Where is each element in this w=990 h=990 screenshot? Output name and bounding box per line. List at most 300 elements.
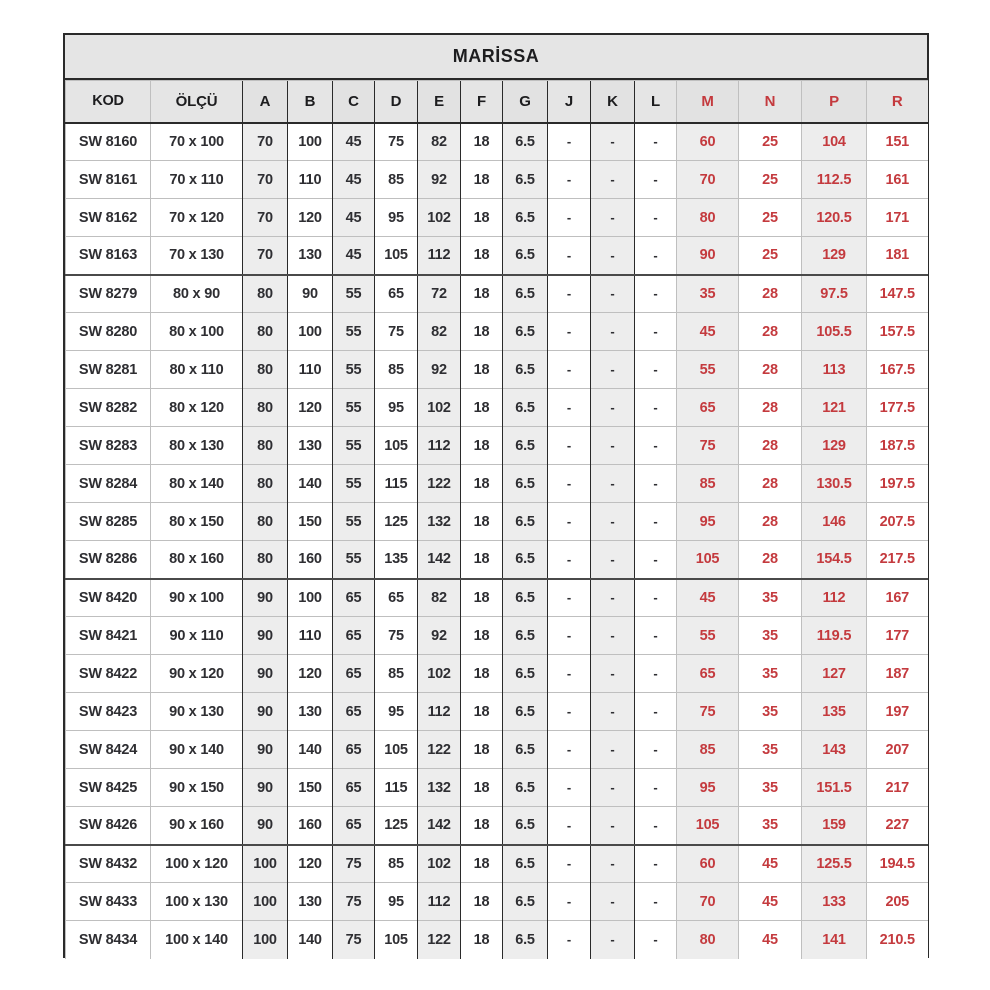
table-cell: - bbox=[548, 921, 591, 959]
table-cell: - bbox=[591, 503, 635, 541]
header-row bbox=[66, 81, 928, 123]
table-cell: 28 bbox=[739, 351, 802, 389]
table-cell: - bbox=[635, 389, 677, 427]
table-cell: SW 8282 bbox=[66, 389, 151, 427]
table-cell: 70 x 120 bbox=[151, 199, 243, 237]
table-cell: - bbox=[591, 693, 635, 731]
table-cell: SW 8422 bbox=[66, 655, 151, 693]
table-cell: 65 bbox=[333, 807, 375, 845]
table-cell: 80 bbox=[677, 921, 739, 959]
column-header-kod: KOD bbox=[66, 81, 151, 123]
table-cell: - bbox=[548, 275, 591, 313]
table-cell: 45 bbox=[333, 123, 375, 161]
table-cell: 70 bbox=[677, 161, 739, 199]
table-cell: 113 bbox=[802, 351, 867, 389]
table-cell: 45 bbox=[333, 237, 375, 275]
table-row bbox=[66, 465, 928, 503]
table-cell: 75 bbox=[333, 921, 375, 959]
table-cell: - bbox=[548, 465, 591, 503]
table-cell: 18 bbox=[461, 123, 503, 161]
table-cell: SW 8283 bbox=[66, 427, 151, 465]
table-cell: 171 bbox=[867, 199, 928, 237]
table-row bbox=[66, 807, 928, 845]
table-cell: - bbox=[591, 807, 635, 845]
table-cell: - bbox=[548, 123, 591, 161]
table-cell: - bbox=[548, 313, 591, 351]
table-cell: 187 bbox=[867, 655, 928, 693]
table-cell: 28 bbox=[739, 313, 802, 351]
table-row bbox=[66, 427, 928, 465]
table-cell: 105 bbox=[677, 541, 739, 579]
table-cell: 6.5 bbox=[503, 503, 548, 541]
table-cell: - bbox=[591, 389, 635, 427]
table-cell: 65 bbox=[333, 579, 375, 617]
table-cell: SW 8161 bbox=[66, 161, 151, 199]
table-cell: 80 bbox=[243, 351, 288, 389]
table-cell: 85 bbox=[375, 161, 418, 199]
table-cell: 70 x 110 bbox=[151, 161, 243, 199]
table-cell: - bbox=[635, 693, 677, 731]
table-cell: - bbox=[548, 845, 591, 883]
column-header-d: D bbox=[375, 81, 418, 123]
table-cell: 70 bbox=[243, 237, 288, 275]
table-cell: SW 8426 bbox=[66, 807, 151, 845]
table-cell: 105 bbox=[375, 731, 418, 769]
table-cell: 112 bbox=[418, 693, 461, 731]
table-cell: SW 8423 bbox=[66, 693, 151, 731]
table-cell: 80 x 110 bbox=[151, 351, 243, 389]
table-cell: 18 bbox=[461, 161, 503, 199]
table-cell: 160 bbox=[288, 807, 333, 845]
table-cell: 65 bbox=[375, 579, 418, 617]
table-cell: 65 bbox=[677, 389, 739, 427]
table-cell: 80 bbox=[243, 541, 288, 579]
table-cell: - bbox=[591, 465, 635, 503]
table-cell: 75 bbox=[677, 427, 739, 465]
table-cell: 100 x 140 bbox=[151, 921, 243, 959]
table-cell: 80 x 150 bbox=[151, 503, 243, 541]
table-cell: SW 8425 bbox=[66, 769, 151, 807]
table-cell: 115 bbox=[375, 465, 418, 503]
table-cell: - bbox=[548, 693, 591, 731]
table-cell: 125 bbox=[375, 503, 418, 541]
table-cell: 18 bbox=[461, 465, 503, 503]
table-row bbox=[66, 883, 928, 921]
table-cell: 100 bbox=[288, 123, 333, 161]
table-cell: - bbox=[591, 845, 635, 883]
table-row bbox=[66, 541, 928, 579]
table-cell: 85 bbox=[677, 731, 739, 769]
table-cell: 150 bbox=[288, 769, 333, 807]
table-cell: 119.5 bbox=[802, 617, 867, 655]
table-cell: - bbox=[635, 769, 677, 807]
dimension-table bbox=[65, 80, 928, 959]
table-cell: 65 bbox=[677, 655, 739, 693]
column-header-b: B bbox=[288, 81, 333, 123]
table-cell: SW 8434 bbox=[66, 921, 151, 959]
table-cell: - bbox=[591, 427, 635, 465]
table-cell: 35 bbox=[739, 769, 802, 807]
table-cell: 75 bbox=[333, 883, 375, 921]
table-cell: 97.5 bbox=[802, 275, 867, 313]
table-cell: 18 bbox=[461, 731, 503, 769]
table-row bbox=[66, 313, 928, 351]
table-row bbox=[66, 503, 928, 541]
table-cell: 150 bbox=[288, 503, 333, 541]
table-cell: 65 bbox=[333, 655, 375, 693]
table-cell: 102 bbox=[418, 199, 461, 237]
table-cell: SW 8286 bbox=[66, 541, 151, 579]
table-cell: - bbox=[635, 541, 677, 579]
table-cell: 95 bbox=[375, 693, 418, 731]
table-cell: - bbox=[591, 921, 635, 959]
table-cell: 35 bbox=[739, 617, 802, 655]
table-cell: 70 x 130 bbox=[151, 237, 243, 275]
table-cell: 92 bbox=[418, 617, 461, 655]
table-cell: 90 x 120 bbox=[151, 655, 243, 693]
table-cell: 90 x 100 bbox=[151, 579, 243, 617]
table-cell: 177.5 bbox=[867, 389, 928, 427]
table-cell: 177 bbox=[867, 617, 928, 655]
column-header-c: C bbox=[333, 81, 375, 123]
table-cell: 55 bbox=[333, 541, 375, 579]
table-cell: - bbox=[635, 313, 677, 351]
table-cell: 28 bbox=[739, 465, 802, 503]
table-cell: 70 bbox=[243, 199, 288, 237]
table-cell: 60 bbox=[677, 845, 739, 883]
table-cell: 133 bbox=[802, 883, 867, 921]
table-cell: 65 bbox=[333, 731, 375, 769]
table-cell: 130.5 bbox=[802, 465, 867, 503]
table-cell: 90 bbox=[288, 275, 333, 313]
table-cell: 45 bbox=[677, 313, 739, 351]
table-row bbox=[66, 655, 928, 693]
table-cell: 167 bbox=[867, 579, 928, 617]
table-cell: 129 bbox=[802, 427, 867, 465]
table-cell: - bbox=[548, 389, 591, 427]
table-cell: 90 bbox=[243, 769, 288, 807]
table-cell: 55 bbox=[333, 465, 375, 503]
table-cell: 18 bbox=[461, 541, 503, 579]
table-cell: 85 bbox=[677, 465, 739, 503]
table-cell: 6.5 bbox=[503, 921, 548, 959]
table-cell: 35 bbox=[739, 731, 802, 769]
table-cell: 159 bbox=[802, 807, 867, 845]
table-cell: 75 bbox=[677, 693, 739, 731]
table-row bbox=[66, 579, 928, 617]
table-cell: 55 bbox=[333, 313, 375, 351]
table-cell: 122 bbox=[418, 465, 461, 503]
table-cell: 6.5 bbox=[503, 123, 548, 161]
table-cell: 100 bbox=[288, 313, 333, 351]
table-cell: - bbox=[635, 921, 677, 959]
table-cell: SW 8284 bbox=[66, 465, 151, 503]
table-cell: 65 bbox=[333, 617, 375, 655]
table-cell: 115 bbox=[375, 769, 418, 807]
table-cell: 90 bbox=[243, 579, 288, 617]
column-header-l: L bbox=[635, 81, 677, 123]
table-cell: - bbox=[635, 275, 677, 313]
table-cell: 6.5 bbox=[503, 275, 548, 313]
table-cell: SW 8424 bbox=[66, 731, 151, 769]
table-cell: - bbox=[591, 123, 635, 161]
table-cell: 210.5 bbox=[867, 921, 928, 959]
table-cell: 112.5 bbox=[802, 161, 867, 199]
column-header-n: N bbox=[739, 81, 802, 123]
column-header-r: R bbox=[867, 81, 928, 123]
table-cell: 142 bbox=[418, 807, 461, 845]
table-cell: 100 x 120 bbox=[151, 845, 243, 883]
table-cell: - bbox=[591, 237, 635, 275]
table-row bbox=[66, 731, 928, 769]
column-header-m: M bbox=[677, 81, 739, 123]
table-header bbox=[66, 81, 928, 123]
table-cell: 55 bbox=[333, 275, 375, 313]
table-cell: 100 bbox=[243, 845, 288, 883]
table-cell: 45 bbox=[333, 161, 375, 199]
table-cell: SW 8433 bbox=[66, 883, 151, 921]
table-cell: 45 bbox=[739, 921, 802, 959]
table-cell: 80 x 120 bbox=[151, 389, 243, 427]
table-cell: - bbox=[635, 655, 677, 693]
table-cell: - bbox=[548, 199, 591, 237]
table-cell: 55 bbox=[677, 617, 739, 655]
table-cell: 105 bbox=[375, 237, 418, 275]
table-cell: 132 bbox=[418, 769, 461, 807]
table-cell: - bbox=[548, 769, 591, 807]
table-cell: 85 bbox=[375, 655, 418, 693]
table-cell: 95 bbox=[375, 883, 418, 921]
table-cell: 25 bbox=[739, 123, 802, 161]
table-cell: 18 bbox=[461, 845, 503, 883]
table-cell: - bbox=[635, 617, 677, 655]
table-cell: 18 bbox=[461, 237, 503, 275]
table-cell: 25 bbox=[739, 161, 802, 199]
table-cell: 35 bbox=[677, 275, 739, 313]
table-title: MARİSSA bbox=[65, 35, 927, 80]
table-cell: 35 bbox=[739, 693, 802, 731]
table-cell: 122 bbox=[418, 731, 461, 769]
table-cell: 120 bbox=[288, 199, 333, 237]
table-row bbox=[66, 845, 928, 883]
table-cell: 18 bbox=[461, 427, 503, 465]
table-cell: 151 bbox=[867, 123, 928, 161]
table-cell: 205 bbox=[867, 883, 928, 921]
table-cell: - bbox=[635, 845, 677, 883]
table-cell: - bbox=[635, 351, 677, 389]
table-row bbox=[66, 199, 928, 237]
column-header-a: A bbox=[243, 81, 288, 123]
table-cell: 80 x 90 bbox=[151, 275, 243, 313]
table-cell: 95 bbox=[677, 503, 739, 541]
table-cell: - bbox=[635, 503, 677, 541]
table-cell: 18 bbox=[461, 693, 503, 731]
table-cell: 65 bbox=[333, 693, 375, 731]
table-cell: 18 bbox=[461, 769, 503, 807]
table-cell: 140 bbox=[288, 731, 333, 769]
table-cell: - bbox=[591, 769, 635, 807]
table-row bbox=[66, 389, 928, 427]
table-body bbox=[66, 123, 928, 959]
table-cell: SW 8432 bbox=[66, 845, 151, 883]
table-cell: 82 bbox=[418, 123, 461, 161]
table-cell: 161 bbox=[867, 161, 928, 199]
table-cell: SW 8420 bbox=[66, 579, 151, 617]
table-cell: 45 bbox=[739, 845, 802, 883]
table-cell: 6.5 bbox=[503, 883, 548, 921]
table-row bbox=[66, 921, 928, 959]
table-cell: - bbox=[635, 161, 677, 199]
table-cell: 80 x 100 bbox=[151, 313, 243, 351]
table-cell: 181 bbox=[867, 237, 928, 275]
table-cell: 18 bbox=[461, 807, 503, 845]
table-cell: 28 bbox=[739, 503, 802, 541]
table-cell: 6.5 bbox=[503, 199, 548, 237]
table-cell: - bbox=[591, 731, 635, 769]
table-cell: - bbox=[548, 883, 591, 921]
table-cell: SW 8160 bbox=[66, 123, 151, 161]
table-cell: 6.5 bbox=[503, 313, 548, 351]
table-cell: 102 bbox=[418, 655, 461, 693]
table-cell: 100 bbox=[243, 921, 288, 959]
table-cell: 160 bbox=[288, 541, 333, 579]
table-cell: 28 bbox=[739, 427, 802, 465]
column-header-k: K bbox=[591, 81, 635, 123]
table-cell: 132 bbox=[418, 503, 461, 541]
table-cell: 6.5 bbox=[503, 161, 548, 199]
table-cell: 100 bbox=[243, 883, 288, 921]
table-cell: 110 bbox=[288, 351, 333, 389]
table-cell: 197 bbox=[867, 693, 928, 731]
table-cell: 122 bbox=[418, 921, 461, 959]
table-cell: 90 bbox=[243, 693, 288, 731]
table-cell: 18 bbox=[461, 655, 503, 693]
table-cell: 85 bbox=[375, 351, 418, 389]
table-cell: 151.5 bbox=[802, 769, 867, 807]
column-header-f: F bbox=[461, 81, 503, 123]
table-cell: 90 x 110 bbox=[151, 617, 243, 655]
table-cell: - bbox=[548, 731, 591, 769]
table-cell: 90 bbox=[677, 237, 739, 275]
table-cell: 82 bbox=[418, 579, 461, 617]
table-cell: - bbox=[591, 655, 635, 693]
table-cell: - bbox=[548, 617, 591, 655]
table-cell: - bbox=[635, 883, 677, 921]
table-cell: 154.5 bbox=[802, 541, 867, 579]
table-cell: 6.5 bbox=[503, 579, 548, 617]
table-cell: - bbox=[548, 579, 591, 617]
table-cell: - bbox=[548, 427, 591, 465]
table-cell: 45 bbox=[739, 883, 802, 921]
table-cell: 18 bbox=[461, 389, 503, 427]
table-cell: 6.5 bbox=[503, 237, 548, 275]
table-cell: 110 bbox=[288, 161, 333, 199]
table-cell: 157.5 bbox=[867, 313, 928, 351]
table-cell: - bbox=[591, 313, 635, 351]
table-cell: 127 bbox=[802, 655, 867, 693]
table-cell: 120.5 bbox=[802, 199, 867, 237]
table-cell: 55 bbox=[333, 389, 375, 427]
table-cell: 45 bbox=[333, 199, 375, 237]
table-cell: 28 bbox=[739, 541, 802, 579]
table-cell: 100 x 130 bbox=[151, 883, 243, 921]
table-cell: 90 bbox=[243, 807, 288, 845]
table-cell: 92 bbox=[418, 161, 461, 199]
table-cell: 6.5 bbox=[503, 351, 548, 389]
table-cell: 18 bbox=[461, 275, 503, 313]
table-cell: - bbox=[548, 541, 591, 579]
table-cell: 6.5 bbox=[503, 617, 548, 655]
table-row bbox=[66, 123, 928, 161]
table-cell: 18 bbox=[461, 617, 503, 655]
table-cell: 95 bbox=[677, 769, 739, 807]
table-cell: 90 x 160 bbox=[151, 807, 243, 845]
column-header-e: E bbox=[418, 81, 461, 123]
table-cell: 80 bbox=[677, 199, 739, 237]
product-dimension-table bbox=[63, 33, 929, 958]
column-header-ölçü: ÖLÇÜ bbox=[151, 81, 243, 123]
table-cell: 95 bbox=[375, 199, 418, 237]
table-cell: 140 bbox=[288, 921, 333, 959]
table-cell: 105 bbox=[375, 427, 418, 465]
table-cell: 18 bbox=[461, 351, 503, 389]
table-cell: 70 bbox=[243, 161, 288, 199]
table-cell: 207 bbox=[867, 731, 928, 769]
table-cell: - bbox=[548, 655, 591, 693]
table-cell: 25 bbox=[739, 199, 802, 237]
table-cell: 112 bbox=[418, 883, 461, 921]
table-cell: 130 bbox=[288, 427, 333, 465]
table-cell: 112 bbox=[418, 427, 461, 465]
table-cell: 25 bbox=[739, 237, 802, 275]
table-cell: - bbox=[548, 503, 591, 541]
table-cell: - bbox=[635, 123, 677, 161]
table-cell: 45 bbox=[677, 579, 739, 617]
table-cell: 70 bbox=[243, 123, 288, 161]
table-cell: 70 x 100 bbox=[151, 123, 243, 161]
table-cell: 227 bbox=[867, 807, 928, 845]
table-cell: - bbox=[635, 199, 677, 237]
column-header-p: P bbox=[802, 81, 867, 123]
table-cell: 100 bbox=[288, 579, 333, 617]
table-cell: 112 bbox=[802, 579, 867, 617]
table-cell: - bbox=[635, 237, 677, 275]
table-cell: 6.5 bbox=[503, 389, 548, 427]
table-cell: 105 bbox=[375, 921, 418, 959]
table-cell: 140 bbox=[288, 465, 333, 503]
table-cell: - bbox=[548, 351, 591, 389]
table-cell: 135 bbox=[802, 693, 867, 731]
table-cell: SW 8281 bbox=[66, 351, 151, 389]
table-cell: 35 bbox=[739, 655, 802, 693]
table-cell: 18 bbox=[461, 313, 503, 351]
table-cell: 80 bbox=[243, 503, 288, 541]
table-cell: 6.5 bbox=[503, 769, 548, 807]
table-cell: 90 x 130 bbox=[151, 693, 243, 731]
table-cell: - bbox=[591, 351, 635, 389]
table-cell: SW 8163 bbox=[66, 237, 151, 275]
table-cell: 135 bbox=[375, 541, 418, 579]
table-cell: 130 bbox=[288, 693, 333, 731]
table-cell: 95 bbox=[375, 389, 418, 427]
table-cell: 28 bbox=[739, 275, 802, 313]
table-cell: 75 bbox=[333, 845, 375, 883]
table-cell: 143 bbox=[802, 731, 867, 769]
table-cell: 75 bbox=[375, 123, 418, 161]
column-header-j: J bbox=[548, 81, 591, 123]
table-cell: 28 bbox=[739, 389, 802, 427]
table-cell: - bbox=[635, 807, 677, 845]
